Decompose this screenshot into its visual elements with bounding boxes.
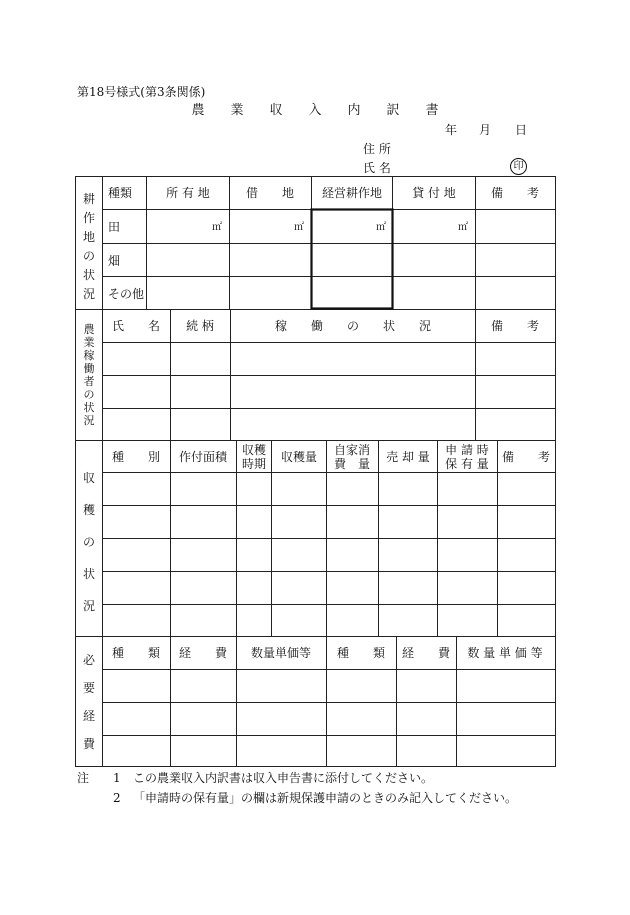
section3-headers — [112, 442, 550, 471]
name-label: 氏 名 — [363, 161, 391, 175]
side-char: 稼 — [83, 349, 95, 362]
address-label: 住 所 — [363, 142, 391, 156]
side-char: 況 — [83, 414, 95, 427]
header-cell: 種類 — [108, 186, 133, 200]
date-month-label: 月 — [479, 123, 492, 137]
section1-headers — [108, 185, 539, 200]
title-char: 訳 — [386, 103, 400, 118]
note-2-number: 2 — [113, 791, 121, 805]
section2-side-label — [84, 322, 95, 427]
side-char: の — [82, 535, 96, 549]
header-cell: 備 考 — [490, 319, 540, 333]
note-1-number: 1 — [113, 771, 121, 785]
side-char: 農 — [83, 323, 95, 336]
side-char: 地 — [82, 230, 96, 244]
side-char: 況 — [82, 287, 96, 301]
note-label: 注 — [77, 771, 90, 785]
table-lines — [75, 176, 556, 767]
header-cell: 時期 — [241, 457, 267, 471]
header-cell: 数 量 単 価 等 — [467, 646, 543, 660]
title-char: 業 — [230, 103, 244, 118]
side-char: 要 — [82, 681, 96, 695]
title-char: 内 — [347, 103, 361, 118]
header-cell: 作付面積 — [178, 450, 228, 464]
form-number: 第18号様式(第3条関係) — [77, 85, 206, 99]
note-1-text: この農業収入内訳書は収入申告書に添付してください。 — [133, 771, 434, 785]
header-cell: 売 却 量 — [386, 450, 430, 464]
header-cell: 経 費 — [178, 646, 228, 660]
row-label: 畑 — [108, 254, 121, 268]
section4-headers — [112, 645, 543, 660]
side-char: 耕 — [82, 192, 96, 206]
side-char: 況 — [82, 599, 96, 613]
side-char: の — [83, 388, 95, 401]
header-cell: 種 類 — [336, 646, 386, 660]
header-cell: 備 考 — [490, 186, 540, 200]
side-char: 働 — [83, 362, 95, 375]
side-char: の — [82, 249, 96, 263]
header-cell: 稼 働 の 状 況 — [274, 319, 432, 333]
title-char: 農 — [191, 103, 205, 118]
header-cell: 続 柄 — [186, 319, 214, 333]
date-day-label: 日 — [515, 123, 528, 137]
side-char: 者 — [83, 375, 95, 388]
side-char: 状 — [82, 268, 96, 282]
header-cell: 所 有 地 — [166, 186, 210, 200]
header-cell: 備 考 — [501, 450, 551, 464]
seal-mark: 印 — [510, 158, 527, 175]
header-cell: 収穫 — [241, 443, 267, 457]
header-cell: 氏 名 — [111, 319, 161, 333]
section4-side-label — [83, 653, 96, 751]
header-cell: 数量単価等 — [250, 646, 312, 660]
side-char: 業 — [83, 336, 95, 349]
side-char: 作 — [82, 211, 96, 225]
date-year-label: 年 — [445, 123, 458, 137]
unit-label: ㎡ — [212, 222, 222, 233]
header-cell: 収穫量 — [280, 450, 318, 464]
table-outer-border — [76, 177, 556, 767]
section1-units — [212, 221, 468, 233]
row-label: その他 — [108, 287, 145, 301]
section1-row-labels — [108, 220, 144, 301]
side-char: 状 — [82, 567, 96, 581]
header-cell: 申 請 時 — [445, 443, 489, 457]
section1-side-label — [83, 191, 95, 301]
side-char: 収 — [82, 471, 96, 485]
header-cell: 種 類 — [111, 646, 161, 660]
header-cell: 保 有 量 — [445, 457, 489, 471]
header-cell: 貸 付 地 — [412, 186, 456, 200]
side-char: 必 — [82, 653, 96, 667]
unit-label: ㎡ — [294, 222, 304, 233]
unit-label: ㎡ — [458, 222, 468, 233]
unit-label: ㎡ — [376, 222, 386, 233]
title-char: 書 — [425, 103, 439, 118]
title-char: 収 — [269, 103, 283, 118]
section2-headers — [112, 318, 539, 333]
side-char: 経 — [82, 709, 96, 723]
side-char: 状 — [83, 401, 95, 414]
header-cell: 種 別 — [111, 450, 161, 464]
side-char: 穫 — [82, 503, 96, 517]
row-label: 田 — [108, 220, 121, 234]
section3-side-label — [83, 470, 95, 613]
header-cell: 経 費 — [401, 646, 451, 660]
title-char: 入 — [308, 103, 322, 118]
side-char: 費 — [82, 737, 96, 751]
note-2-text: 「申請時の保有量」の欄は新規保護申請のときのみ記入してください。 — [133, 791, 518, 805]
header-cell: 自家消 — [333, 443, 371, 457]
header-cell: 経営耕作地 — [321, 186, 383, 200]
header-cell: 費 量 — [333, 457, 371, 471]
header-cell: 借 地 — [245, 186, 295, 200]
